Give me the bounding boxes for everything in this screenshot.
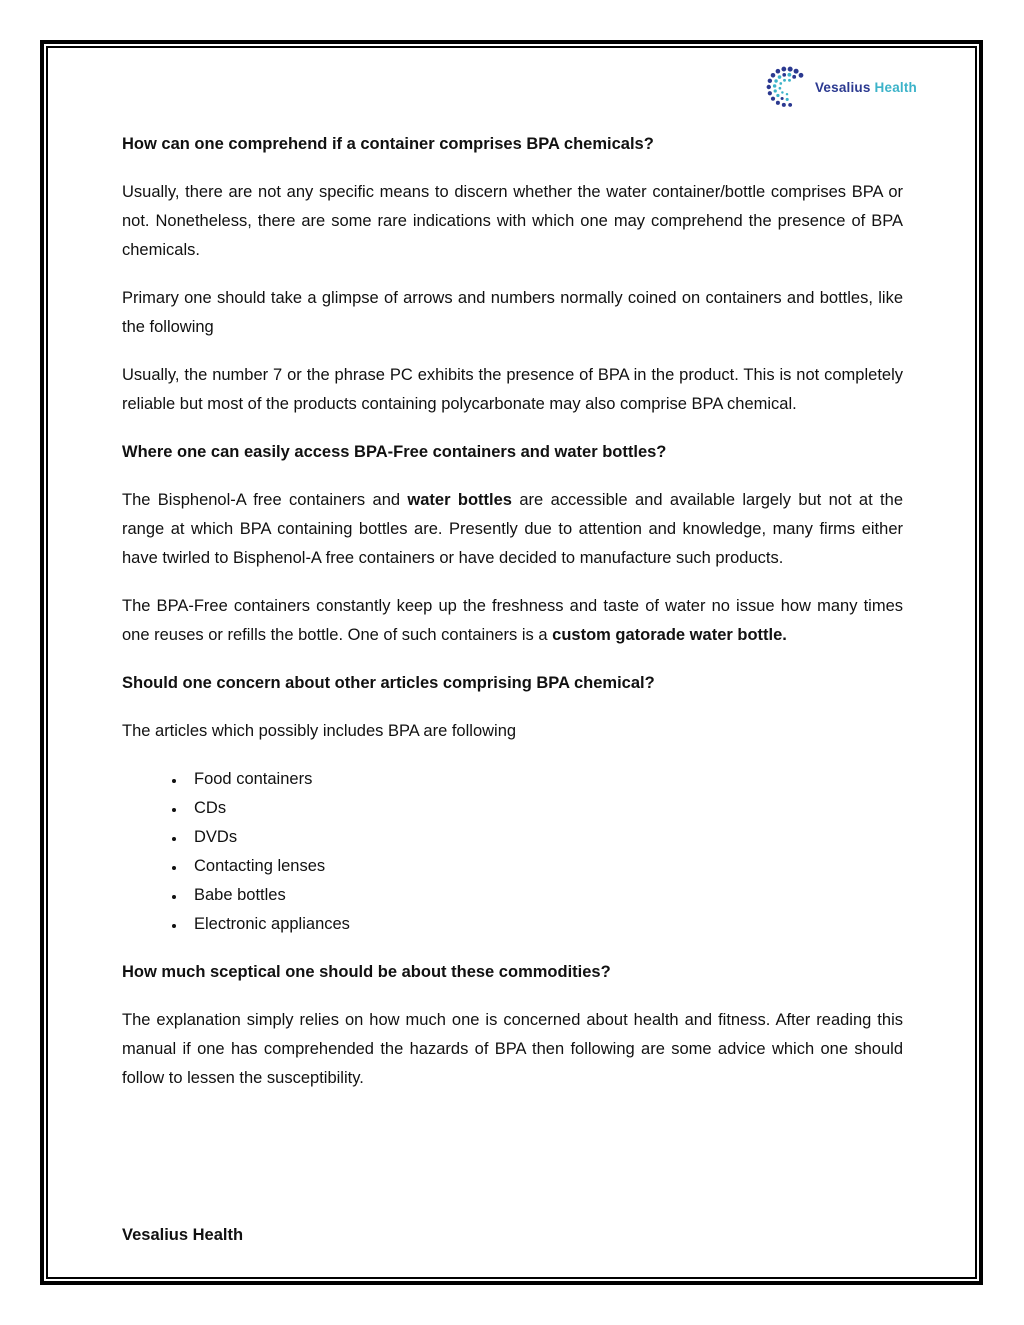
heading-other-articles: Should one concern about other articles comprising BPA chemical? (122, 674, 655, 692)
logo-brand-name: Vesalius (814, 79, 871, 95)
paragraph-arrows-numbers: Primary one should take a glimpse of arrows and numbers normally coined on containers and bottles, like the following (122, 289, 903, 336)
paragraph-segment: The BPA-Free containers constantly keep up the freshness and taste of water no issue how many times one reuses or refills the bottle. One of such containers is a (122, 597, 903, 644)
logo-brand-suffix: Health (874, 79, 917, 95)
bold-custom-gatorade: custom gatorade water bottle. (552, 626, 787, 644)
header (122, 64, 917, 122)
heading-how-sceptical: How much sceptical one should be about these commodities? (122, 963, 611, 981)
bpa-articles-list (122, 765, 903, 939)
list-item: • Electronic appliances (186, 910, 903, 939)
page-border-outer (40, 40, 983, 1285)
paragraph-bpa-free-access (122, 486, 903, 573)
vesalius-health-logo (764, 64, 917, 110)
list-item: • DVDs (186, 823, 903, 852)
document-body (122, 130, 903, 1112)
bold-water-bottles: water bottles (407, 491, 512, 509)
logo-wordmark (815, 80, 917, 95)
list-item: • Food containers (186, 765, 903, 794)
list-item: • Contacting lenses (186, 852, 903, 881)
dotted-swirl-logo-icon (764, 64, 810, 110)
page-border-inner (46, 46, 977, 1279)
page-content (48, 48, 975, 1277)
paragraph-explanation-relies: The explanation simply relies on how much one is concerned about health and fitness. After reading this manual if one has comprehended the hazards of BPA then following are some advice which one should follow to lessen the susceptibility. (122, 1011, 903, 1087)
heading-access-bpa-free: Where one can easily access BPA-Free containers and water bottles? (122, 443, 667, 461)
paragraph-segment: are accessible and available largely but not at the range at which BPA containing bottles are. Presently due to attention and knowledge, many firms either have twirled to Bisphenol-A free containers or have decided to manufacture such products. (122, 491, 903, 567)
page-footer (122, 1226, 903, 1253)
paragraph-freshness-taste (122, 592, 903, 650)
paragraph-segment: The Bisphenol-A free containers and (122, 491, 408, 509)
paragraph-no-specific-means: Usually, there are not any specific means to discern whether the water container/bottle comprises BPA or not. Nonetheless, there are some rare indications with which one may comprehend the presence of BPA chemicals. (122, 183, 903, 259)
heading-comprehend-bpa: How can one comprehend if a container comprises BPA chemicals? (122, 135, 654, 153)
list-item: • CDs (186, 794, 903, 823)
paragraph-number-7-pc: Usually, the number 7 or the phrase PC exhibits the presence of BPA in the product. This is not completely reliable but most of the products containing polycarbonate may also comprise BPA chemical. (122, 366, 903, 413)
list-item: • Babe bottles (186, 881, 903, 910)
paragraph-articles-intro: The articles which possibly includes BPA are following (122, 722, 517, 740)
footer-text: Vesalius Health (122, 1226, 244, 1244)
